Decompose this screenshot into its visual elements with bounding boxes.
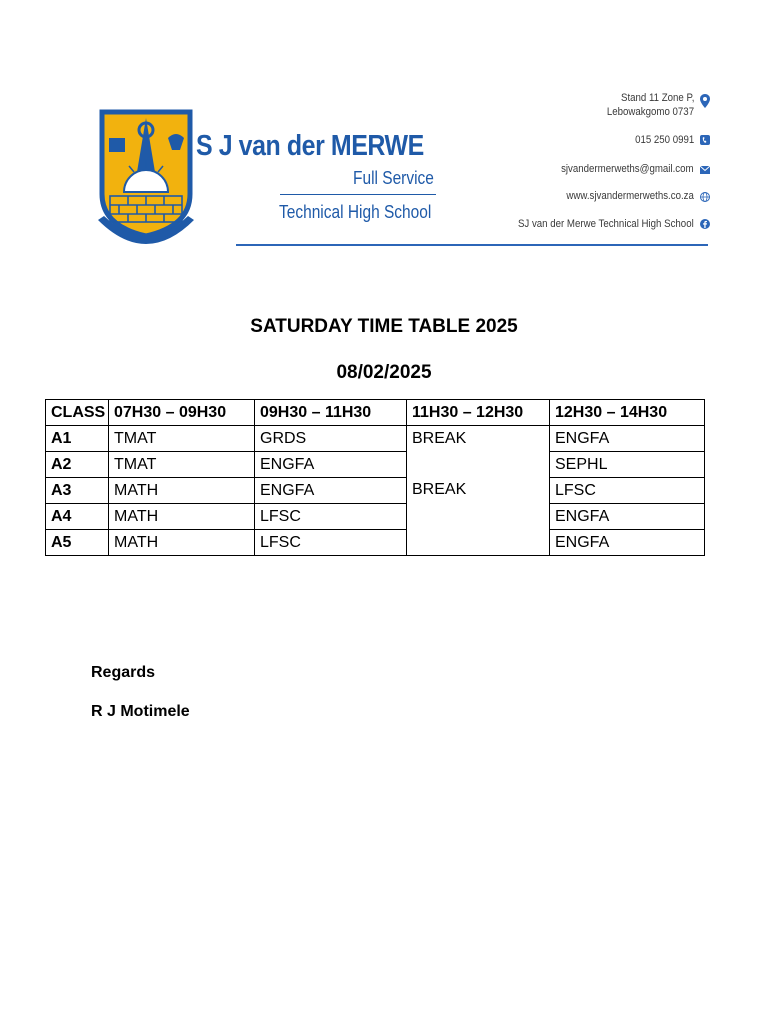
subject-cell: ENGFA xyxy=(550,530,705,556)
header-period-1: 07H30 – 09H30 xyxy=(109,400,255,426)
subject-cell: TMAT xyxy=(109,452,255,478)
class-cell: A1 xyxy=(46,426,109,452)
timetable xyxy=(45,399,705,556)
table-row xyxy=(46,452,705,478)
globe-icon xyxy=(700,192,710,202)
phone-icon xyxy=(700,135,710,145)
facebook-icon xyxy=(700,219,710,229)
address-line-1: Stand 11 Zone P, xyxy=(620,92,694,104)
school-crest-logo xyxy=(96,108,196,256)
subject-cell: MATH xyxy=(109,478,255,504)
subject-cell: LFSC xyxy=(550,478,705,504)
location-pin-icon xyxy=(700,94,710,108)
facebook-page: SJ van der Merwe Technical High School xyxy=(518,218,694,230)
subtitle-divider xyxy=(280,194,436,195)
subject-cell: ENGFA xyxy=(550,504,705,530)
header-period-3: 11H30 – 12H30 xyxy=(407,400,550,426)
subject-cell: MATH xyxy=(109,530,255,556)
phone-number: 015 250 0991 xyxy=(634,134,694,146)
document-title: SATURDAY TIME TABLE 2025 xyxy=(250,316,518,337)
subject-cell: GRDS xyxy=(255,426,407,452)
address-line-2: Lebowakgomo 0737 xyxy=(606,106,694,118)
email-icon xyxy=(700,166,710,174)
timetable-header-row xyxy=(46,400,705,426)
document-date: 08/02/2025 xyxy=(336,362,432,383)
header-class: CLASS xyxy=(46,400,109,426)
letterhead-divider xyxy=(236,244,708,246)
header-period-2: 09H30 – 11H30 xyxy=(255,400,407,426)
subject-cell: LFSC xyxy=(255,530,407,556)
subject-cell: ENGFA xyxy=(550,426,705,452)
subject-cell: ENGFA xyxy=(255,452,407,478)
break-cell xyxy=(407,426,550,556)
email-address: sjvandermerweths@gmail.com xyxy=(561,163,694,175)
closing-regards: Regards xyxy=(91,664,156,681)
subject-cell: TMAT xyxy=(109,426,255,452)
table-row xyxy=(46,504,705,530)
subject-cell: SEPHL xyxy=(550,452,705,478)
subject-cell: LFSC xyxy=(255,504,407,530)
table-row xyxy=(46,478,705,504)
class-cell: A3 xyxy=(46,478,109,504)
subject-cell: ENGFA xyxy=(255,478,407,504)
letterhead xyxy=(0,0,768,260)
table-row xyxy=(46,426,705,452)
school-subtitle-technical: Technical High School xyxy=(279,202,432,222)
header-period-4: 12H30 – 14H30 xyxy=(550,400,705,426)
school-subtitle-full-service: Full Service xyxy=(353,168,434,188)
class-cell: A5 xyxy=(46,530,109,556)
class-cell: A2 xyxy=(46,452,109,478)
signer-name: R J Motimele xyxy=(91,703,190,720)
table-row xyxy=(46,530,705,556)
subject-cell: MATH xyxy=(109,504,255,530)
class-cell: A4 xyxy=(46,504,109,530)
break-label: BREAK xyxy=(412,481,467,498)
website-url: www.sjvandermerweths.co.za xyxy=(566,190,694,202)
school-name: S J van der MERWE xyxy=(196,130,424,162)
break-label: BREAK xyxy=(412,430,467,447)
